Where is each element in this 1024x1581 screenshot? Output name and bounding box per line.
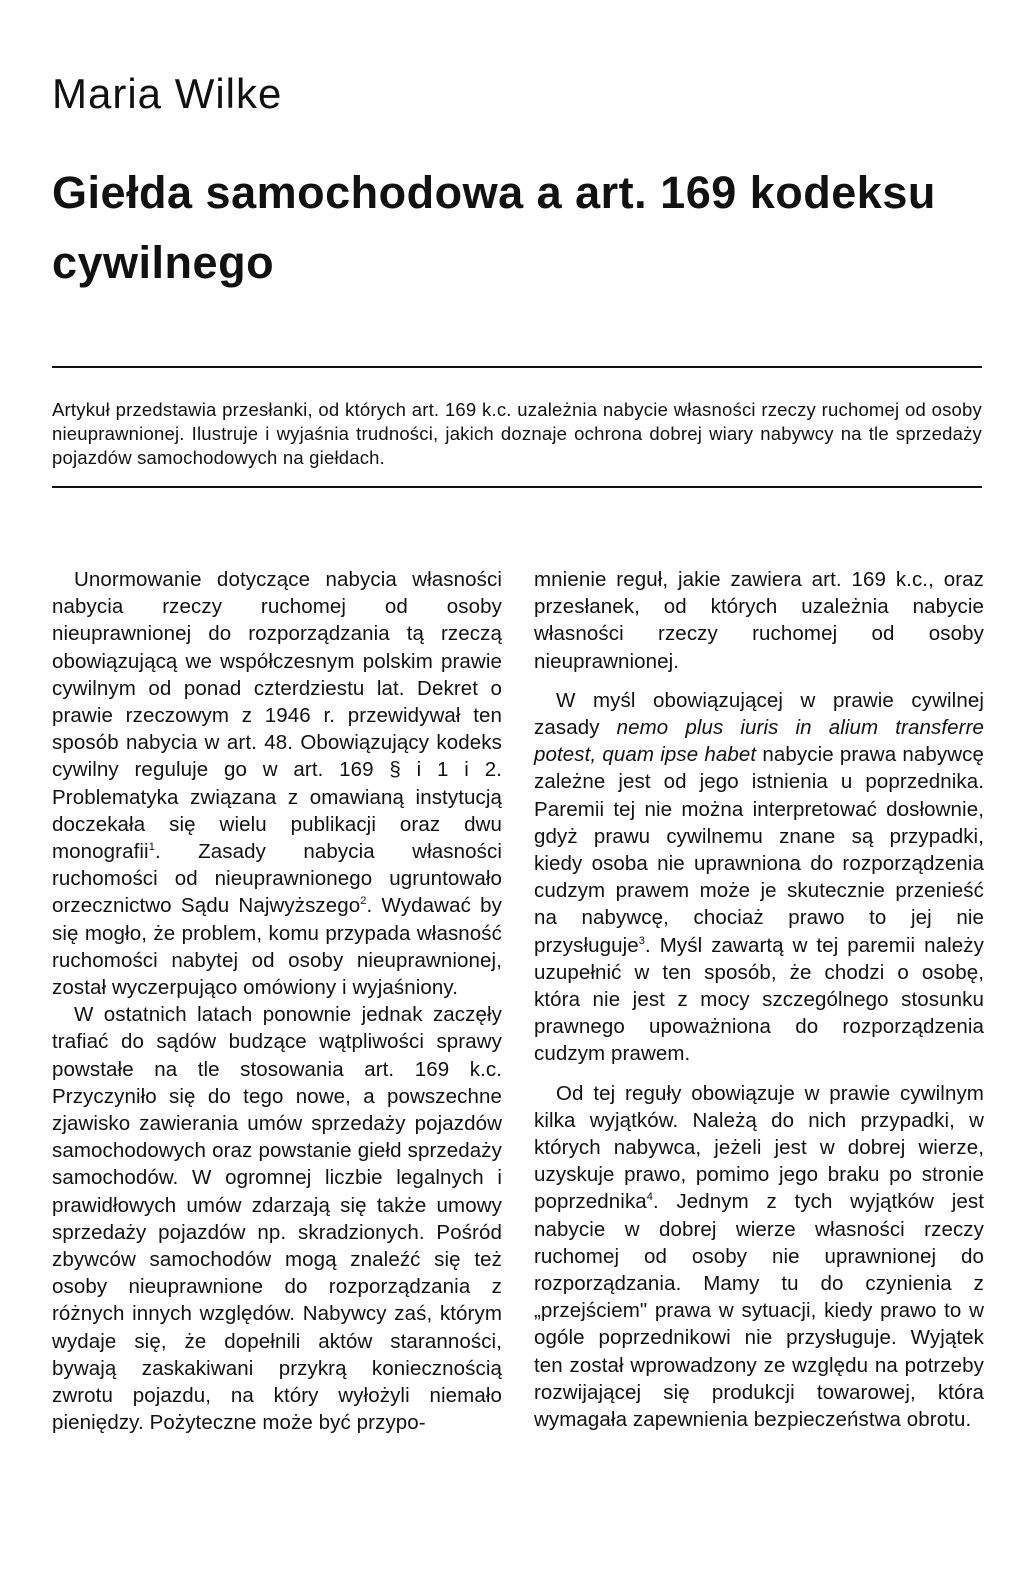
paragraph-text: . Zasady nabycia własności ruchomości od nieuprawnionego ugruntowało orzecznictwo Sądu Najwyższego xyxy=(52,840,502,918)
footnote-ref: 4 xyxy=(646,1191,654,1204)
footnote-ref: 2 xyxy=(360,895,367,908)
paragraph: mnienie reguł, jakie zawiera art. 169 k.c., oraz przesłanek, od których uzależnia nabycie własności rzeczy ruchomej od osoby nieuprawnionej. xyxy=(534,568,984,673)
paragraph-text: . Wydawać by się mogło, że problem, komu przypada własność ruchomości nabytej od osoby nieuprawnionej, został wyczerpująco omówiony i wyjaśniony. xyxy=(52,894,502,1000)
bottom-rule xyxy=(52,486,982,488)
article-title: Giełda samochodowa a art. 169 kodeksu cywilnego xyxy=(52,167,936,288)
paragraph-text: nabycie prawa nabywcę zależne jest od jego istnienia u poprzednika. Paremii tej nie można interpretować dosłownie, gdyż prawu cywilnemu znane są przypadki, kiedy osoba nie uprawniona do rozporządzenia cudzym prawem może je skutecznie przenieść na nabywcę, chociaż prawo to jej nie przysługuje xyxy=(534,743,984,957)
author-name: Maria Wilke xyxy=(52,70,283,117)
footnote-ref: 1 xyxy=(148,841,155,854)
paragraph: W ostatnich latach ponownie jednak zaczęły trafiać do sądów budzące wątpliwości sprawy powstałe na tle stosowania art. 169 k.c. Przyczyniło się do tego nowe, a powszechne zjawisko zawierania umów sprzedaży pojazdów samochodowych oraz powstanie giełd sprzedaży samochodów. W ogromnej liczbie legalnych i prawidłowych umów zdarzają się także umowy sprzedaży pojazdów np. skradzionych. Pośród zbywców samochodów mogą znaleźć się też osoby nieuprawnione do rozporządzania z różnych innych względów. Nabywcy zaś, którym wydaje się, że dopełnili aktów staranności, bywają zaskakiwani przykrą koniecznością zwrotu pojazdu, na który wyłożyli niemało pieniędzy. Pożyteczne może być przypo- xyxy=(52,1003,502,1435)
paragraph-text: . Myśl zawartą w tej paremii należy uzupełnić w ten sposób, że chodzi o osobę, która nie jest z mocy szczególnego stosunku prawnego upoważniona do rozporządzenia cudzym prawem. xyxy=(534,933,984,1066)
paragraph-text: . Jednym z tych wyjątków jest nabycie w dobrej wierze własności rzeczy ruchomej od osoby nie uprawnionej do rozporządzania. Mamy tu do czynienia z „przejściem" prawa w sytuacji, kiedy prawo to w ogóle poprzednikowi nie przysługuje. Wyjątek ten został wprowadzony ze względu na potrzeby rozwijającej się produkcji towarowej, która wymagała zapewnienia bezpieczeństwa obrotu. xyxy=(534,1190,984,1432)
latin-maxim: nemo plus iuris in alium transferre potest, quam ipse habet xyxy=(534,716,984,767)
footnote-ref: 3 xyxy=(638,934,646,947)
paragraph-text: Od tej reguły obowiązuje w prawie cywilnym kilka wyjątków. Należą do nich przypadki, w których nabywca, jeżeli jest w dobrej wierze, uzyskuje prawo, pomimo jego braku po stronie poprzednika xyxy=(534,1081,984,1214)
paragraph xyxy=(534,687,984,1068)
left-column xyxy=(52,566,502,1437)
paragraph-text: Unormowanie dotyczące nabycia własności nabycia rzeczy ruchomej od osoby nieuprawnionej do rozporządzania tą rzeczą obowiązującą we współczesnym polskim prawie cywilnym od ponad czterdziestu lat. Dekret o prawie rzeczowym z 1946 r. przewidywał ten sposób nabycia w art. 48. Obowiązujący kodeks cywilny reguluje go w art. 169 § i 1 i 2. Problematyka związana z omawianą instytucją doczekała się wielu publikacji oraz dwu monografii xyxy=(52,568,502,864)
paragraph-text: W myśl obowiązującej w prawie cywilnej zasady xyxy=(534,688,984,740)
abstract: Artykuł przedstawia przesłanki, od których art. 169 k.c. uzależnia nabycie własności rzeczy ruchomej od osoby nieuprawnionej. Ilustruje i wyjaśnia trudności, jakich doznaje ochrona dobrej wiary nabywcy na tle sprzedaży pojazdów samochodowych na giełdach. xyxy=(52,399,982,468)
paragraph xyxy=(534,1080,984,1434)
right-column xyxy=(534,566,984,1433)
top-rule xyxy=(52,366,982,368)
paragraph xyxy=(52,566,502,1001)
